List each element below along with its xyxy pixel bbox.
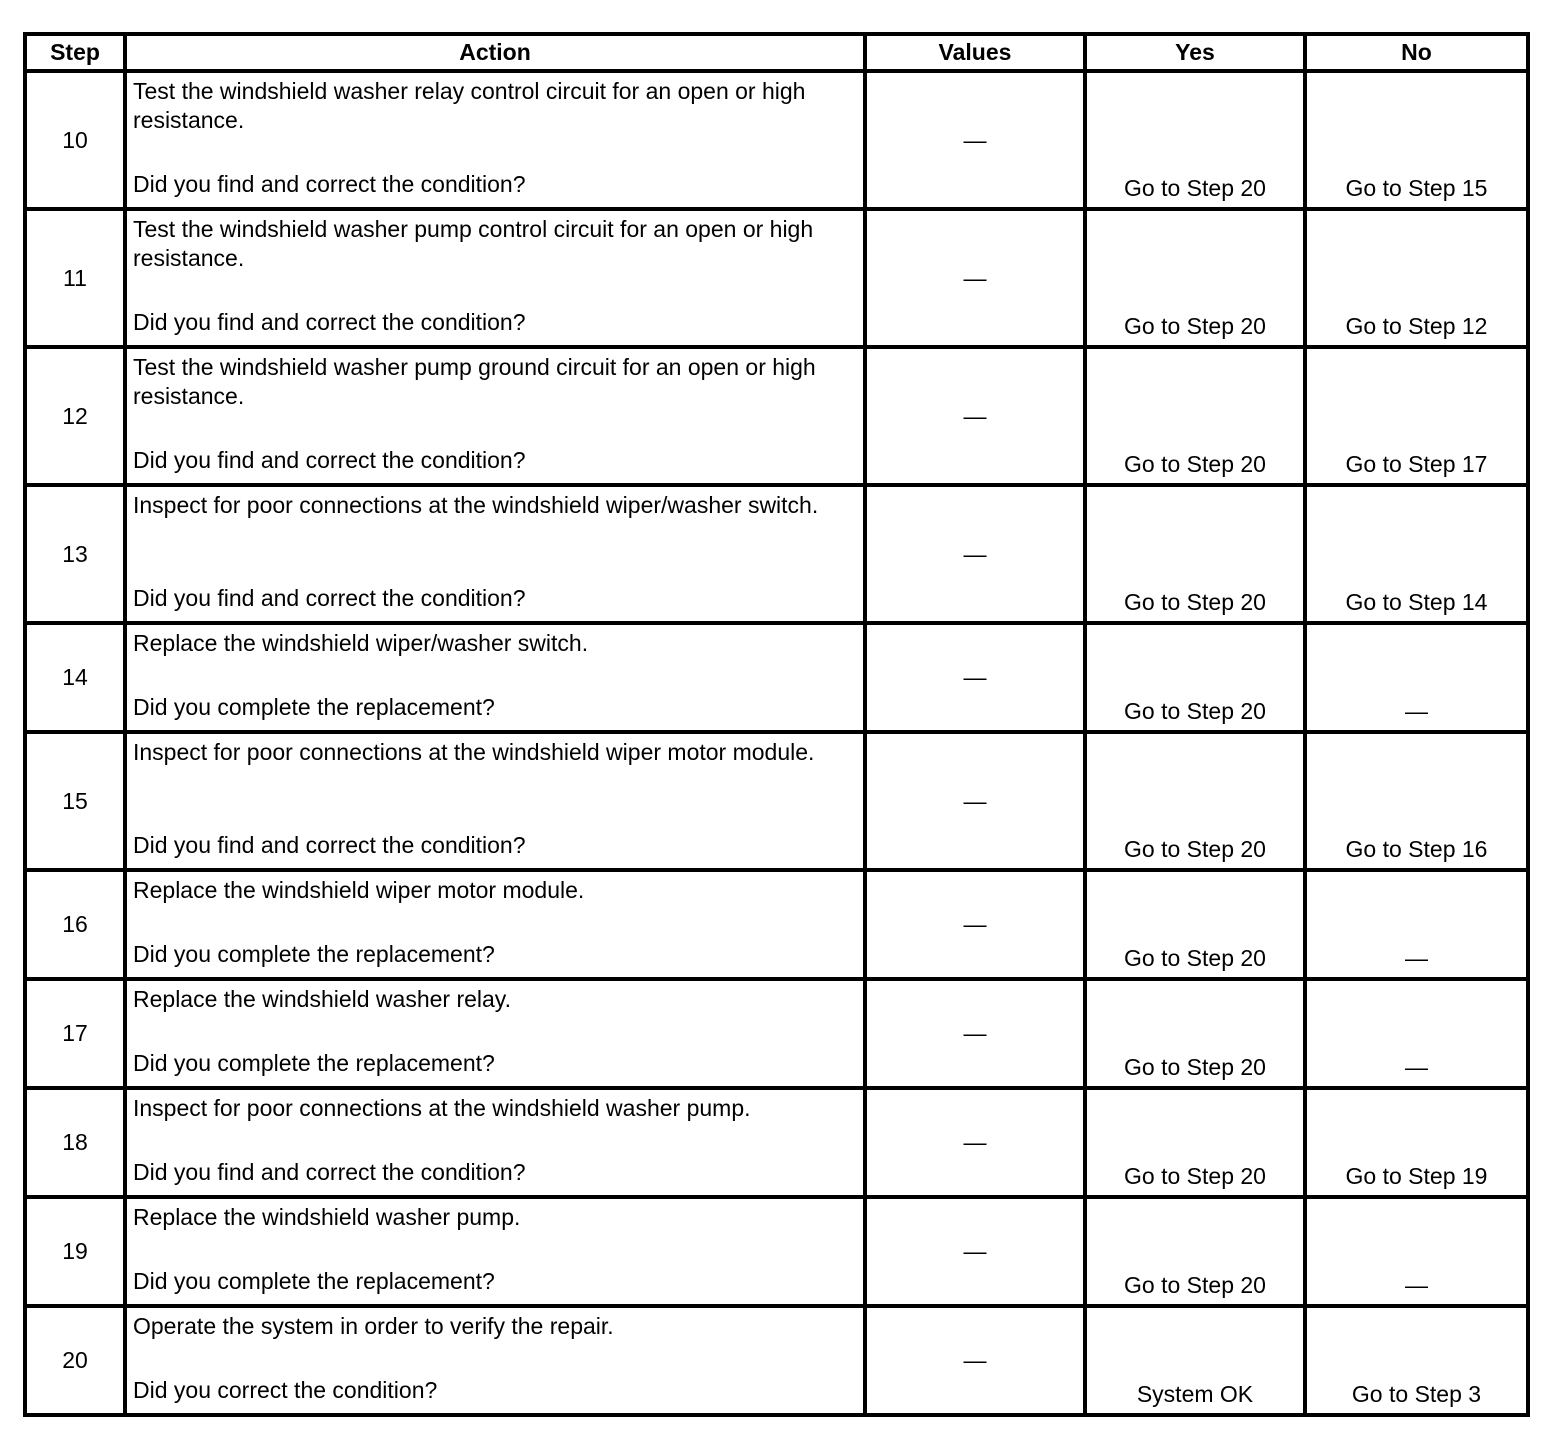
step-number: 12 xyxy=(25,347,125,485)
diagnostic-table xyxy=(23,32,1530,1417)
header-yes: Yes xyxy=(1085,34,1305,71)
step-number: 14 xyxy=(25,623,125,732)
table-row xyxy=(25,1306,1528,1415)
no-cell: — xyxy=(1305,870,1528,979)
step-number: 19 xyxy=(25,1197,125,1306)
action-instruction: Replace the windshield wiper motor module. xyxy=(133,877,585,903)
action-cell xyxy=(125,870,865,979)
yes-cell: Go to Step 20 xyxy=(1085,623,1305,732)
value-cell: — xyxy=(865,732,1085,870)
action-cell xyxy=(125,1088,865,1197)
step-number: 16 xyxy=(25,870,125,979)
action-instruction: Replace the windshield washer pump. xyxy=(133,1204,521,1230)
value-cell: — xyxy=(865,979,1085,1088)
value-cell: — xyxy=(865,1306,1085,1415)
action-instruction: Replace the windshield washer relay. xyxy=(133,986,511,1012)
action-instruction: Test the windshield washer relay control circuit for an open or high resistance. xyxy=(133,78,806,133)
header-step: Step xyxy=(25,34,125,71)
no-cell: Go to Step 12 xyxy=(1305,209,1528,347)
action-instruction: Inspect for poor connections at the windshield wiper/washer switch. xyxy=(133,492,819,518)
yes-cell: Go to Step 20 xyxy=(1085,347,1305,485)
action-cell xyxy=(125,209,865,347)
action-question: Did you complete the replacement? xyxy=(133,1050,495,1076)
action-question: Did you find and correct the condition? xyxy=(133,585,526,611)
action-cell xyxy=(125,623,865,732)
yes-cell: Go to Step 20 xyxy=(1085,870,1305,979)
action-question: Did you correct the condition? xyxy=(133,1377,438,1403)
no-cell: — xyxy=(1305,623,1528,732)
no-cell: Go to Step 3 xyxy=(1305,1306,1528,1415)
step-number: 17 xyxy=(25,979,125,1088)
action-instruction: Inspect for poor connections at the windshield wiper motor module. xyxy=(133,739,815,765)
step-number: 11 xyxy=(25,209,125,347)
header-values: Values xyxy=(865,34,1085,71)
no-cell: — xyxy=(1305,979,1528,1088)
value-cell: — xyxy=(865,1088,1085,1197)
table-row xyxy=(25,1197,1528,1306)
table-row xyxy=(25,623,1528,732)
table-row xyxy=(25,870,1528,979)
step-number: 15 xyxy=(25,732,125,870)
action-instruction: Test the windshield washer pump control circuit for an open or high resistance. xyxy=(133,216,814,271)
action-question: Did you find and correct the condition? xyxy=(133,1159,526,1185)
no-cell: Go to Step 14 xyxy=(1305,485,1528,623)
yes-cell: Go to Step 20 xyxy=(1085,71,1305,209)
table-row xyxy=(25,209,1528,347)
value-cell: — xyxy=(865,1197,1085,1306)
action-instruction: Inspect for poor connections at the windshield washer pump. xyxy=(133,1095,751,1121)
action-question: Did you complete the replacement? xyxy=(133,941,495,967)
header-row xyxy=(25,34,1528,71)
yes-cell: Go to Step 20 xyxy=(1085,485,1305,623)
table-row xyxy=(25,979,1528,1088)
table-row xyxy=(25,347,1528,485)
action-question: Did you find and correct the condition? xyxy=(133,309,526,335)
action-question: Did you complete the replacement? xyxy=(133,694,495,720)
action-cell xyxy=(125,347,865,485)
step-number: 18 xyxy=(25,1088,125,1197)
action-cell xyxy=(125,71,865,209)
action-cell xyxy=(125,979,865,1088)
action-cell xyxy=(125,732,865,870)
yes-cell: Go to Step 20 xyxy=(1085,1088,1305,1197)
table-row xyxy=(25,71,1528,209)
action-question: Did you find and correct the condition? xyxy=(133,832,526,858)
action-instruction: Test the windshield washer pump ground circuit for an open or high resistance. xyxy=(133,354,816,409)
value-cell: — xyxy=(865,870,1085,979)
no-cell: Go to Step 17 xyxy=(1305,347,1528,485)
yes-cell: Go to Step 20 xyxy=(1085,979,1305,1088)
step-number: 13 xyxy=(25,485,125,623)
step-number: 10 xyxy=(25,71,125,209)
value-cell: — xyxy=(865,71,1085,209)
action-cell xyxy=(125,1306,865,1415)
yes-cell: Go to Step 20 xyxy=(1085,1197,1305,1306)
table-row xyxy=(25,485,1528,623)
value-cell: — xyxy=(865,485,1085,623)
header-action: Action xyxy=(125,34,865,71)
value-cell: — xyxy=(865,347,1085,485)
no-cell: Go to Step 19 xyxy=(1305,1088,1528,1197)
action-question: Did you complete the replacement? xyxy=(133,1268,495,1294)
action-cell xyxy=(125,485,865,623)
no-cell: — xyxy=(1305,1197,1528,1306)
action-question: Did you find and correct the condition? xyxy=(133,447,526,473)
action-instruction: Operate the system in order to verify the repair. xyxy=(133,1313,614,1339)
no-cell: Go to Step 15 xyxy=(1305,71,1528,209)
value-cell: — xyxy=(865,623,1085,732)
yes-cell: Go to Step 20 xyxy=(1085,732,1305,870)
yes-cell: Go to Step 20 xyxy=(1085,209,1305,347)
table-row xyxy=(25,1088,1528,1197)
table-row xyxy=(25,732,1528,870)
header-no: No xyxy=(1305,34,1528,71)
action-instruction: Replace the windshield wiper/washer switch. xyxy=(133,630,589,656)
yes-cell: System OK xyxy=(1085,1306,1305,1415)
value-cell: — xyxy=(865,209,1085,347)
action-question: Did you find and correct the condition? xyxy=(133,171,526,197)
step-number: 20 xyxy=(25,1306,125,1415)
action-cell xyxy=(125,1197,865,1306)
no-cell: Go to Step 16 xyxy=(1305,732,1528,870)
